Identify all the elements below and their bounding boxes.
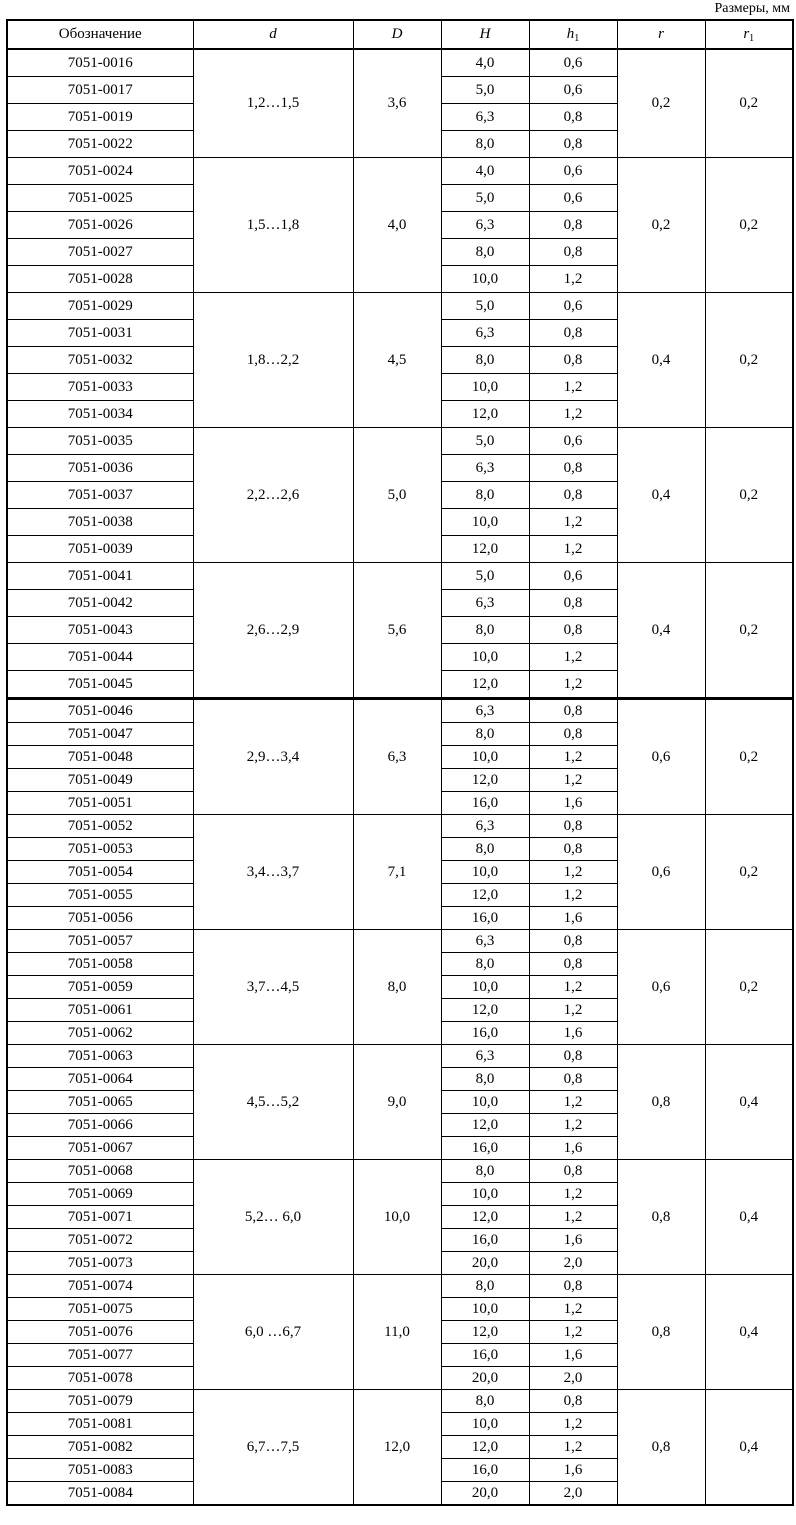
cell-h1: 1,2 [529,266,617,293]
cell-H: 8,0 [441,723,529,746]
cell-r1: 0,2 [705,930,793,1045]
cell-H: 8,0 [441,482,529,509]
cell-h1: 1,2 [529,1321,617,1344]
cell-H: 10,0 [441,861,529,884]
cell-h1: 0,6 [529,293,617,320]
cell-designation: 7051-0028 [7,266,193,293]
cell-d: 6,0 …6,7 [193,1275,353,1390]
cell-h1: 0,8 [529,239,617,266]
cell-h1: 1,6 [529,1344,617,1367]
cell-designation: 7051-0067 [7,1137,193,1160]
cell-designation: 7051-0059 [7,976,193,999]
cell-H: 8,0 [441,239,529,266]
cell-r1: 0,4 [705,1275,793,1390]
cell-r1: 0,2 [705,699,793,815]
cell-r: 0,8 [617,1275,705,1390]
cell-H: 6,3 [441,212,529,239]
cell-H: 12,0 [441,536,529,563]
cell-h1: 1,2 [529,861,617,884]
cell-H: 8,0 [441,953,529,976]
cell-designation: 7051-0078 [7,1367,193,1390]
cell-designation: 7051-0036 [7,455,193,482]
cell-r: 0,8 [617,1160,705,1275]
cell-h1: 0,8 [529,815,617,838]
cell-h1: 0,8 [529,1045,617,1068]
cell-H: 8,0 [441,838,529,861]
cell-h1: 0,8 [529,617,617,644]
header-H: H [441,20,529,49]
cell-designation: 7051-0026 [7,212,193,239]
cell-h1: 1,2 [529,1183,617,1206]
cell-h1: 0,8 [529,104,617,131]
cell-designation: 7051-0043 [7,617,193,644]
cell-designation: 7051-0037 [7,482,193,509]
cell-designation: 7051-0024 [7,158,193,185]
table-row [7,1160,793,1183]
dimensions-table [6,19,794,1506]
cell-H: 6,3 [441,455,529,482]
cell-H: 16,0 [441,1344,529,1367]
cell-D: 6,3 [353,699,441,815]
cell-H: 10,0 [441,374,529,401]
cell-designation: 7051-0055 [7,884,193,907]
cell-h1: 0,8 [529,1275,617,1298]
header-h1: $h_1$ [529,20,617,49]
cell-H: 8,0 [441,1160,529,1183]
cell-designation: 7051-0045 [7,671,193,699]
cell-H: 16,0 [441,1229,529,1252]
cell-h1: 2,0 [529,1252,617,1275]
cell-D: 3,6 [353,49,441,158]
table-row [7,293,793,320]
cell-H: 12,0 [441,1321,529,1344]
cell-h1: 0,8 [529,723,617,746]
cell-H: 6,3 [441,930,529,953]
table-body [7,49,793,1505]
cell-h1: 1,2 [529,1206,617,1229]
cell-designation: 7051-0083 [7,1459,193,1482]
table-row [7,158,793,185]
cell-h1: 1,2 [529,1436,617,1459]
cell-h1: 0,6 [529,158,617,185]
table-row [7,815,793,838]
cell-H: 5,0 [441,77,529,104]
table-row [7,563,793,590]
cell-h1: 1,2 [529,536,617,563]
cell-D: 4,5 [353,293,441,428]
cell-designation: 7051-0038 [7,509,193,536]
header-r: r [617,20,705,49]
cell-h1: 0,6 [529,563,617,590]
cell-H: 10,0 [441,1413,529,1436]
cell-H: 20,0 [441,1367,529,1390]
cell-H: 10,0 [441,976,529,999]
cell-H: 10,0 [441,1091,529,1114]
cell-designation: 7051-0032 [7,347,193,374]
cell-H: 4,0 [441,49,529,77]
cell-designation: 7051-0019 [7,104,193,131]
cell-d: 6,7…7,5 [193,1390,353,1506]
cell-r: 0,4 [617,563,705,699]
table-row [7,428,793,455]
cell-H: 6,3 [441,104,529,131]
cell-designation: 7051-0077 [7,1344,193,1367]
cell-d: 3,4…3,7 [193,815,353,930]
cell-H: 5,0 [441,428,529,455]
cell-h1: 0,6 [529,49,617,77]
cell-H: 16,0 [441,792,529,815]
cell-h1: 1,2 [529,374,617,401]
cell-H: 20,0 [441,1482,529,1506]
cell-H: 6,3 [441,699,529,723]
cell-H: 6,3 [441,1045,529,1068]
cell-designation: 7051-0071 [7,1206,193,1229]
cell-designation: 7051-0064 [7,1068,193,1091]
cell-h1: 0,8 [529,1068,617,1091]
cell-H: 10,0 [441,266,529,293]
cell-D: 9,0 [353,1045,441,1160]
cell-H: 6,3 [441,815,529,838]
cell-H: 12,0 [441,1436,529,1459]
header-d: d [193,20,353,49]
cell-H: 8,0 [441,1390,529,1413]
cell-D: 8,0 [353,930,441,1045]
cell-h1: 0,8 [529,699,617,723]
cell-h1: 0,6 [529,185,617,212]
cell-h1: 1,6 [529,1137,617,1160]
cell-D: 5,0 [353,428,441,563]
cell-h1: 1,2 [529,976,617,999]
cell-H: 5,0 [441,185,529,212]
cell-h1: 0,8 [529,482,617,509]
cell-H: 12,0 [441,671,529,699]
cell-designation: 7051-0054 [7,861,193,884]
cell-H: 6,3 [441,590,529,617]
cell-h1: 1,2 [529,884,617,907]
cell-designation: 7051-0079 [7,1390,193,1413]
cell-H: 12,0 [441,769,529,792]
cell-d: 1,2…1,5 [193,49,353,158]
cell-H: 10,0 [441,644,529,671]
cell-d: 4,5…5,2 [193,1045,353,1160]
units-caption: Размеры, мм [714,1,790,16]
cell-designation: 7051-0053 [7,838,193,861]
cell-H: 12,0 [441,1114,529,1137]
cell-H: 8,0 [441,1275,529,1298]
cell-d: 5,2… 6,0 [193,1160,353,1275]
cell-designation: 7051-0027 [7,239,193,266]
cell-h1: 1,6 [529,907,617,930]
cell-h1: 0,8 [529,212,617,239]
cell-H: 10,0 [441,746,529,769]
cell-designation: 7051-0073 [7,1252,193,1275]
cell-designation: 7051-0016 [7,49,193,77]
cell-designation: 7051-0034 [7,401,193,428]
cell-r: 0,4 [617,293,705,428]
cell-H: 6,3 [441,320,529,347]
cell-designation: 7051-0076 [7,1321,193,1344]
cell-h1: 0,8 [529,455,617,482]
cell-h1: 1,2 [529,401,617,428]
cell-H: 10,0 [441,1298,529,1321]
cell-D: 11,0 [353,1275,441,1390]
cell-designation: 7051-0044 [7,644,193,671]
cell-r1: 0,2 [705,293,793,428]
cell-h1: 0,8 [529,347,617,374]
cell-h1: 2,0 [529,1482,617,1506]
cell-h1: 1,2 [529,1298,617,1321]
cell-D: 5,6 [353,563,441,699]
cell-d: 1,8…2,2 [193,293,353,428]
cell-r1: 0,2 [705,563,793,699]
cell-h1: 1,2 [529,509,617,536]
cell-designation: 7051-0062 [7,1022,193,1045]
cell-designation: 7051-0039 [7,536,193,563]
cell-d: 3,7…4,5 [193,930,353,1045]
cell-H: 10,0 [441,1183,529,1206]
cell-designation: 7051-0056 [7,907,193,930]
cell-d: 2,2…2,6 [193,428,353,563]
cell-h1: 0,8 [529,590,617,617]
cell-designation: 7051-0025 [7,185,193,212]
cell-r1: 0,2 [705,815,793,930]
cell-h1: 1,2 [529,769,617,792]
cell-designation: 7051-0017 [7,77,193,104]
cell-r1: 0,4 [705,1045,793,1160]
cell-H: 5,0 [441,563,529,590]
cell-r1: 0,2 [705,428,793,563]
cell-h1: 0,6 [529,428,617,455]
cell-designation: 7051-0052 [7,815,193,838]
cell-r: 0,6 [617,699,705,815]
cell-r: 0,8 [617,1045,705,1160]
cell-designation: 7051-0042 [7,590,193,617]
cell-designation: 7051-0075 [7,1298,193,1321]
cell-h1: 1,6 [529,1022,617,1045]
cell-r1: 0,4 [705,1160,793,1275]
cell-r: 0,2 [617,49,705,158]
cell-D: 12,0 [353,1390,441,1506]
table-row [7,1275,793,1298]
cell-H: 12,0 [441,999,529,1022]
table-row [7,49,793,77]
cell-r1: 0,2 [705,49,793,158]
cell-H: 5,0 [441,293,529,320]
cell-h1: 1,2 [529,644,617,671]
cell-d: 1,5…1,8 [193,158,353,293]
cell-h1: 0,8 [529,320,617,347]
cell-designation: 7051-0074 [7,1275,193,1298]
cell-designation: 7051-0065 [7,1091,193,1114]
cell-r: 0,6 [617,930,705,1045]
cell-H: 8,0 [441,1068,529,1091]
cell-h1: 0,8 [529,1390,617,1413]
cell-h1: 1,2 [529,1413,617,1436]
cell-H: 8,0 [441,131,529,158]
cell-h1: 0,8 [529,953,617,976]
cell-h1: 0,8 [529,838,617,861]
cell-designation: 7051-0072 [7,1229,193,1252]
cell-h1: 1,2 [529,999,617,1022]
cell-D: 7,1 [353,815,441,930]
header-designation: Обозначение [7,20,193,49]
cell-r: 0,8 [617,1390,705,1506]
cell-H: 4,0 [441,158,529,185]
cell-h1: 1,2 [529,671,617,699]
cell-H: 8,0 [441,617,529,644]
header-row [7,20,793,49]
cell-r: 0,4 [617,428,705,563]
cell-H: 12,0 [441,1206,529,1229]
cell-designation: 7051-0069 [7,1183,193,1206]
cell-r: 0,2 [617,158,705,293]
cell-designation: 7051-0084 [7,1482,193,1506]
cell-H: 12,0 [441,401,529,428]
cell-H: 10,0 [441,509,529,536]
cell-designation: 7051-0082 [7,1436,193,1459]
cell-h1: 0,8 [529,930,617,953]
cell-H: 16,0 [441,1137,529,1160]
cell-r1: 0,2 [705,158,793,293]
header-r1: $r_1$ [705,20,793,49]
cell-D: 4,0 [353,158,441,293]
cell-d: 2,9…3,4 [193,699,353,815]
cell-h1: 0,8 [529,131,617,158]
cell-designation: 7051-0049 [7,769,193,792]
cell-designation: 7051-0035 [7,428,193,455]
cell-designation: 7051-0048 [7,746,193,769]
cell-h1: 1,2 [529,746,617,769]
cell-H: 20,0 [441,1252,529,1275]
table-row [7,930,793,953]
cell-r: 0,6 [617,815,705,930]
cell-designation: 7051-0022 [7,131,193,158]
cell-r1: 0,4 [705,1390,793,1506]
cell-designation: 7051-0031 [7,320,193,347]
header-D: D [353,20,441,49]
cell-H: 16,0 [441,907,529,930]
table-row [7,1390,793,1413]
cell-designation: 7051-0051 [7,792,193,815]
cell-designation: 7051-0029 [7,293,193,320]
cell-H: 16,0 [441,1459,529,1482]
cell-h1: 1,6 [529,792,617,815]
cell-designation: 7051-0033 [7,374,193,401]
table-row [7,699,793,723]
cell-D: 10,0 [353,1160,441,1275]
cell-h1: 1,6 [529,1229,617,1252]
cell-h1: 0,6 [529,77,617,104]
cell-d: 2,6…2,9 [193,563,353,699]
cell-designation: 7051-0058 [7,953,193,976]
cell-designation: 7051-0046 [7,699,193,723]
cell-designation: 7051-0057 [7,930,193,953]
cell-H: 8,0 [441,347,529,374]
cell-designation: 7051-0081 [7,1413,193,1436]
cell-designation: 7051-0061 [7,999,193,1022]
cell-designation: 7051-0047 [7,723,193,746]
cell-h1: 1,2 [529,1091,617,1114]
cell-h1: 1,6 [529,1459,617,1482]
cell-H: 12,0 [441,884,529,907]
cell-designation: 7051-0041 [7,563,193,590]
cell-designation: 7051-0066 [7,1114,193,1137]
cell-H: 16,0 [441,1022,529,1045]
cell-h1: 1,2 [529,1114,617,1137]
cell-h1: 2,0 [529,1367,617,1390]
cell-h1: 0,8 [529,1160,617,1183]
cell-designation: 7051-0063 [7,1045,193,1068]
table-row [7,1045,793,1068]
cell-designation: 7051-0068 [7,1160,193,1183]
